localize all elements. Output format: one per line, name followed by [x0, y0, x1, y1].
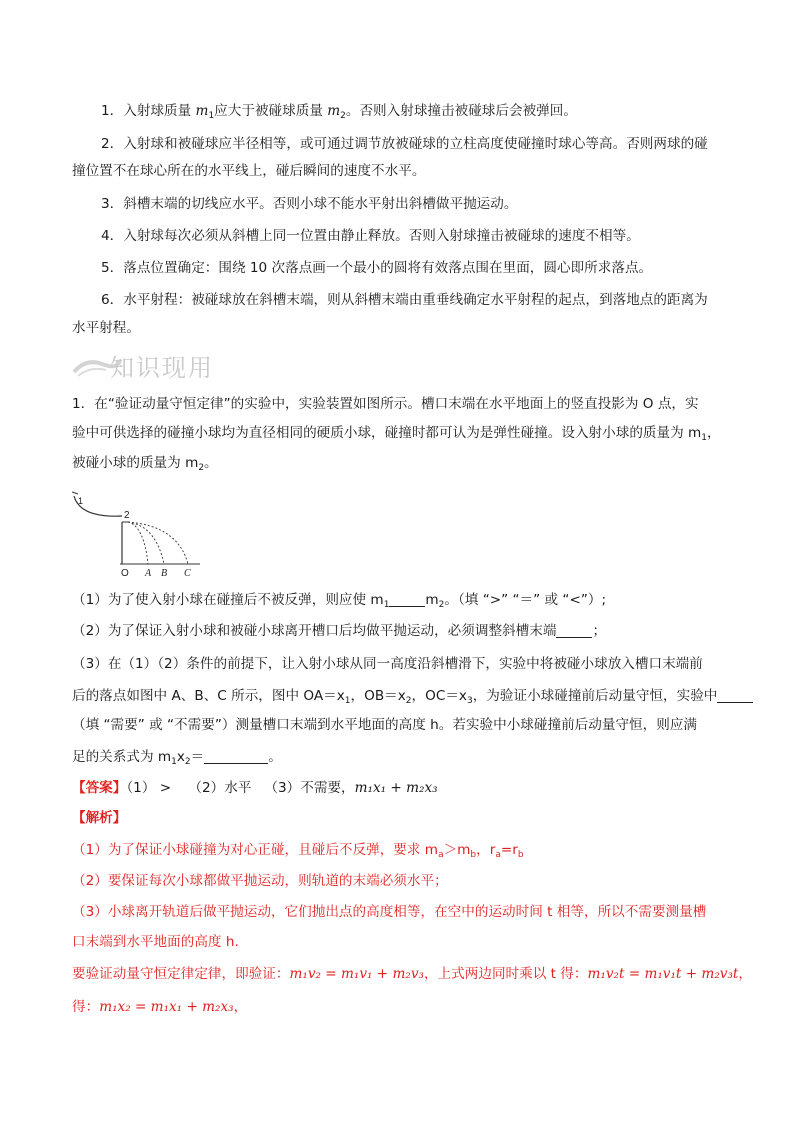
- label-a: A: [145, 568, 152, 578]
- question-line-3: 被碰小球的质量为 $m_2$。: [72, 455, 218, 473]
- note-1: 1．入射球质量 $m_1$应大于被碰球质量 $m_2$。否则入射球撞击被碰球后会被弹回。: [101, 103, 577, 121]
- section-heading: 知识现用: [72, 346, 222, 382]
- analysis-line-2: （2）要保证每次小球都做平抛运动，则轨道的末端必须水平；: [72, 873, 448, 889]
- note-2-line-2: 撞位置不在球心所在的水平线上，碰后瞬间的速度不水平。: [72, 163, 426, 179]
- analysis-line-4: 口末端到水平地面的高度 h.: [72, 934, 239, 950]
- note-5: 5．落点位置确定：围绕 10 次落点画一个最小的圆将有效落点围在里面，圆心即所求落点。: [101, 260, 653, 276]
- note-6-line-1: 6．水平射程：被碰球放在斜槽末端，则从斜槽末端由重垂线确定水平射程的起点，到落地点的距离为: [101, 292, 708, 308]
- label-o: O: [121, 568, 129, 578]
- question-line-1: 1．在“验证动量守恒定律”的实验中，实验装置如图所示。槽口末端在水平地面上的竖直投影为 O 点，实: [72, 396, 699, 412]
- note-3: 3．斜槽末端的切线应水平。否则小球不能水平射出斜槽做平抛运动。: [101, 196, 518, 212]
- answer-blank-1[interactable]: [389, 592, 425, 607]
- note-6-line-2: 水平射程。: [72, 320, 140, 336]
- analysis-line-3: （3）小球离开轨道后做平抛运动，它们抛出点的高度相等，在空中的运动时间 t 相等，所以不需要测量槽: [72, 904, 707, 920]
- note-4: 4．入射球每次必须从斜槽上同一位置由静止释放。否则入射球撞击被碰球的速度不相等。: [101, 228, 640, 244]
- answer-blank-2[interactable]: [556, 623, 592, 638]
- label-start: 1: [78, 496, 84, 506]
- part-3-line-2: 后的落点如图中 A、B、C 所示，图中 $OA=x_1$，$OB=x_2$，$OC=x_3$，为验证小球碰撞前后动量守恒，实验中: [72, 686, 753, 711]
- answer-blank-4[interactable]: [204, 749, 268, 764]
- label-b: B: [161, 568, 168, 578]
- analysis-line-5: 要验证动量守恒定律定律，即验证：m₁v₂ = m₁v₁ + m₂v₃，上式两边同时乘以 t 得：m₁v₂t = m₁v₁t + m₂v₃t，: [72, 966, 752, 982]
- note-2-line-1: 2．入射球和被碰球应半径相等，或可通过调节放被碰球的立柱高度使碰撞时球心等高。否则两球的碰: [101, 136, 708, 152]
- answer-line: 【答案】（1） > （2）水平 （3）不需要，m₁x₁ + m₂x₃: [72, 780, 438, 796]
- label-end: 2: [124, 510, 130, 521]
- part-3-line-1: （3）在（1）（2）条件的前提下，让入射小球从同一高度沿斜槽滑下，实验中将被碰小球放入槽口末端前: [72, 656, 703, 672]
- part-2: （2）为了保证入射小球和被碰小球离开槽口后均做平抛运动，必须调整斜槽末端 ；: [72, 623, 607, 639]
- analysis-line-1: （1）为了保证小球碰撞为对心正碰，且碰后不反弹，要求 $m_a>m_b$，$r_a=r_b$: [72, 842, 524, 860]
- apparatus-figure: [72, 488, 212, 578]
- answer-formula: m₁x₁ + m₂x₃: [354, 780, 438, 796]
- part-1: （1）为了使入射小球在碰撞后不被反弹，则应使 $m_1$ $m_2$。（填 “>” “＝” 或 “<”）;: [72, 592, 607, 610]
- analysis-tag: 【解析】: [72, 810, 127, 826]
- question-line-2: 验中可供选择的碰撞小球均为直径相同的硬质小球，碰撞时都可认为是弹性碰撞。设入射小球的质量为 $m_1$，: [72, 425, 721, 443]
- analysis-line-6: 得：m₁x₂ = m₁x₁ + m₂x₃，: [72, 999, 248, 1015]
- label-c: C: [184, 568, 191, 578]
- part-3-line-3: （填 “需要” 或 “不需要”）测量槽口末端到水平地面的高度 h。若实验中小球碰撞前后动量守恒，则应满: [72, 717, 698, 733]
- incline-diagram: [72, 488, 212, 578]
- answer-tag: 【答案】: [72, 780, 127, 796]
- answer-blank-3[interactable]: [717, 688, 753, 703]
- part-3-line-4: 足的关系式为 $m_1x_2=$ 。: [72, 749, 282, 767]
